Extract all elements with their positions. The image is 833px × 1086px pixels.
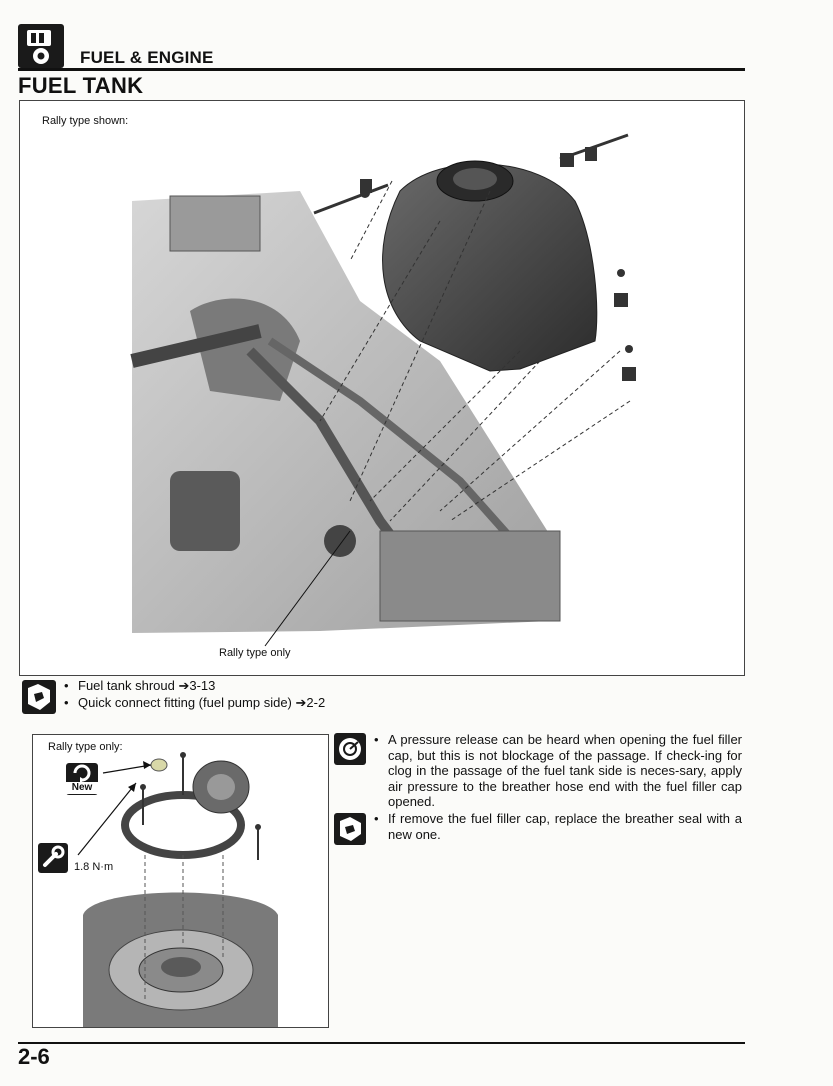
replace-new-icon [66, 763, 98, 795]
section-label: FUEL & ENGINE [80, 48, 214, 67]
header-rule [18, 68, 745, 71]
page-number: 2-6 [18, 1044, 50, 1069]
note-text: A pressure release can be heard when opening the fuel filler cap, but this is not blockage of the passage. If check-ing for clog in the passage of the fuel tank side is neces-sary, apply air pressure to the breather hose end with the fuel filler cap opened. [388, 732, 742, 809]
reference-arrow: ➔ [178, 678, 190, 693]
inspection-gauge-icon [334, 733, 366, 765]
page-title: FUEL TANK [18, 73, 144, 98]
reference-page: 2-2 [306, 695, 326, 710]
new-badge: New [66, 782, 98, 794]
engine-section-icon [18, 24, 64, 68]
figure-callout-label: Rally type only [219, 647, 291, 659]
fuel-tank-exploded-figure [19, 100, 745, 676]
footer-rule [18, 1042, 745, 1044]
figure-caption-top: Rally type shown: [42, 115, 129, 127]
torque-wrench-icon [38, 843, 68, 873]
note-text: If remove the fuel filler cap, replace the breather seal with a new one. [388, 811, 742, 842]
note-item: • A pressure release can be heard when opening the fuel filler cap, but this is not blockage of the passage. If check-ing for clog in the passage of the fuel tank side is neces-sary, apply air pressure to the breather hose end with the fuel filler cap opened. [374, 732, 742, 809]
reference-page: 3-13 [189, 678, 216, 693]
reference-label: Fuel tank shroud [78, 678, 175, 693]
small-figure-caption: Rally type only: [48, 741, 123, 753]
torque-value: 1.8 N·m [74, 861, 114, 873]
reference-arrow: ➔ [295, 695, 307, 710]
remove-install-icon [334, 813, 366, 845]
reference-item[interactable] [78, 694, 325, 711]
remove-install-icon [22, 680, 56, 714]
motorcycle-frame-illustration [20, 101, 744, 675]
reference-label: Quick connect fitting (fuel pump side) [78, 695, 292, 710]
reference-item[interactable] [78, 677, 325, 694]
fuel-filler-cap-figure [32, 734, 329, 1028]
reference-list [78, 677, 325, 711]
note-item: • If remove the fuel filler cap, replace the breather seal with a new one. [374, 811, 742, 842]
